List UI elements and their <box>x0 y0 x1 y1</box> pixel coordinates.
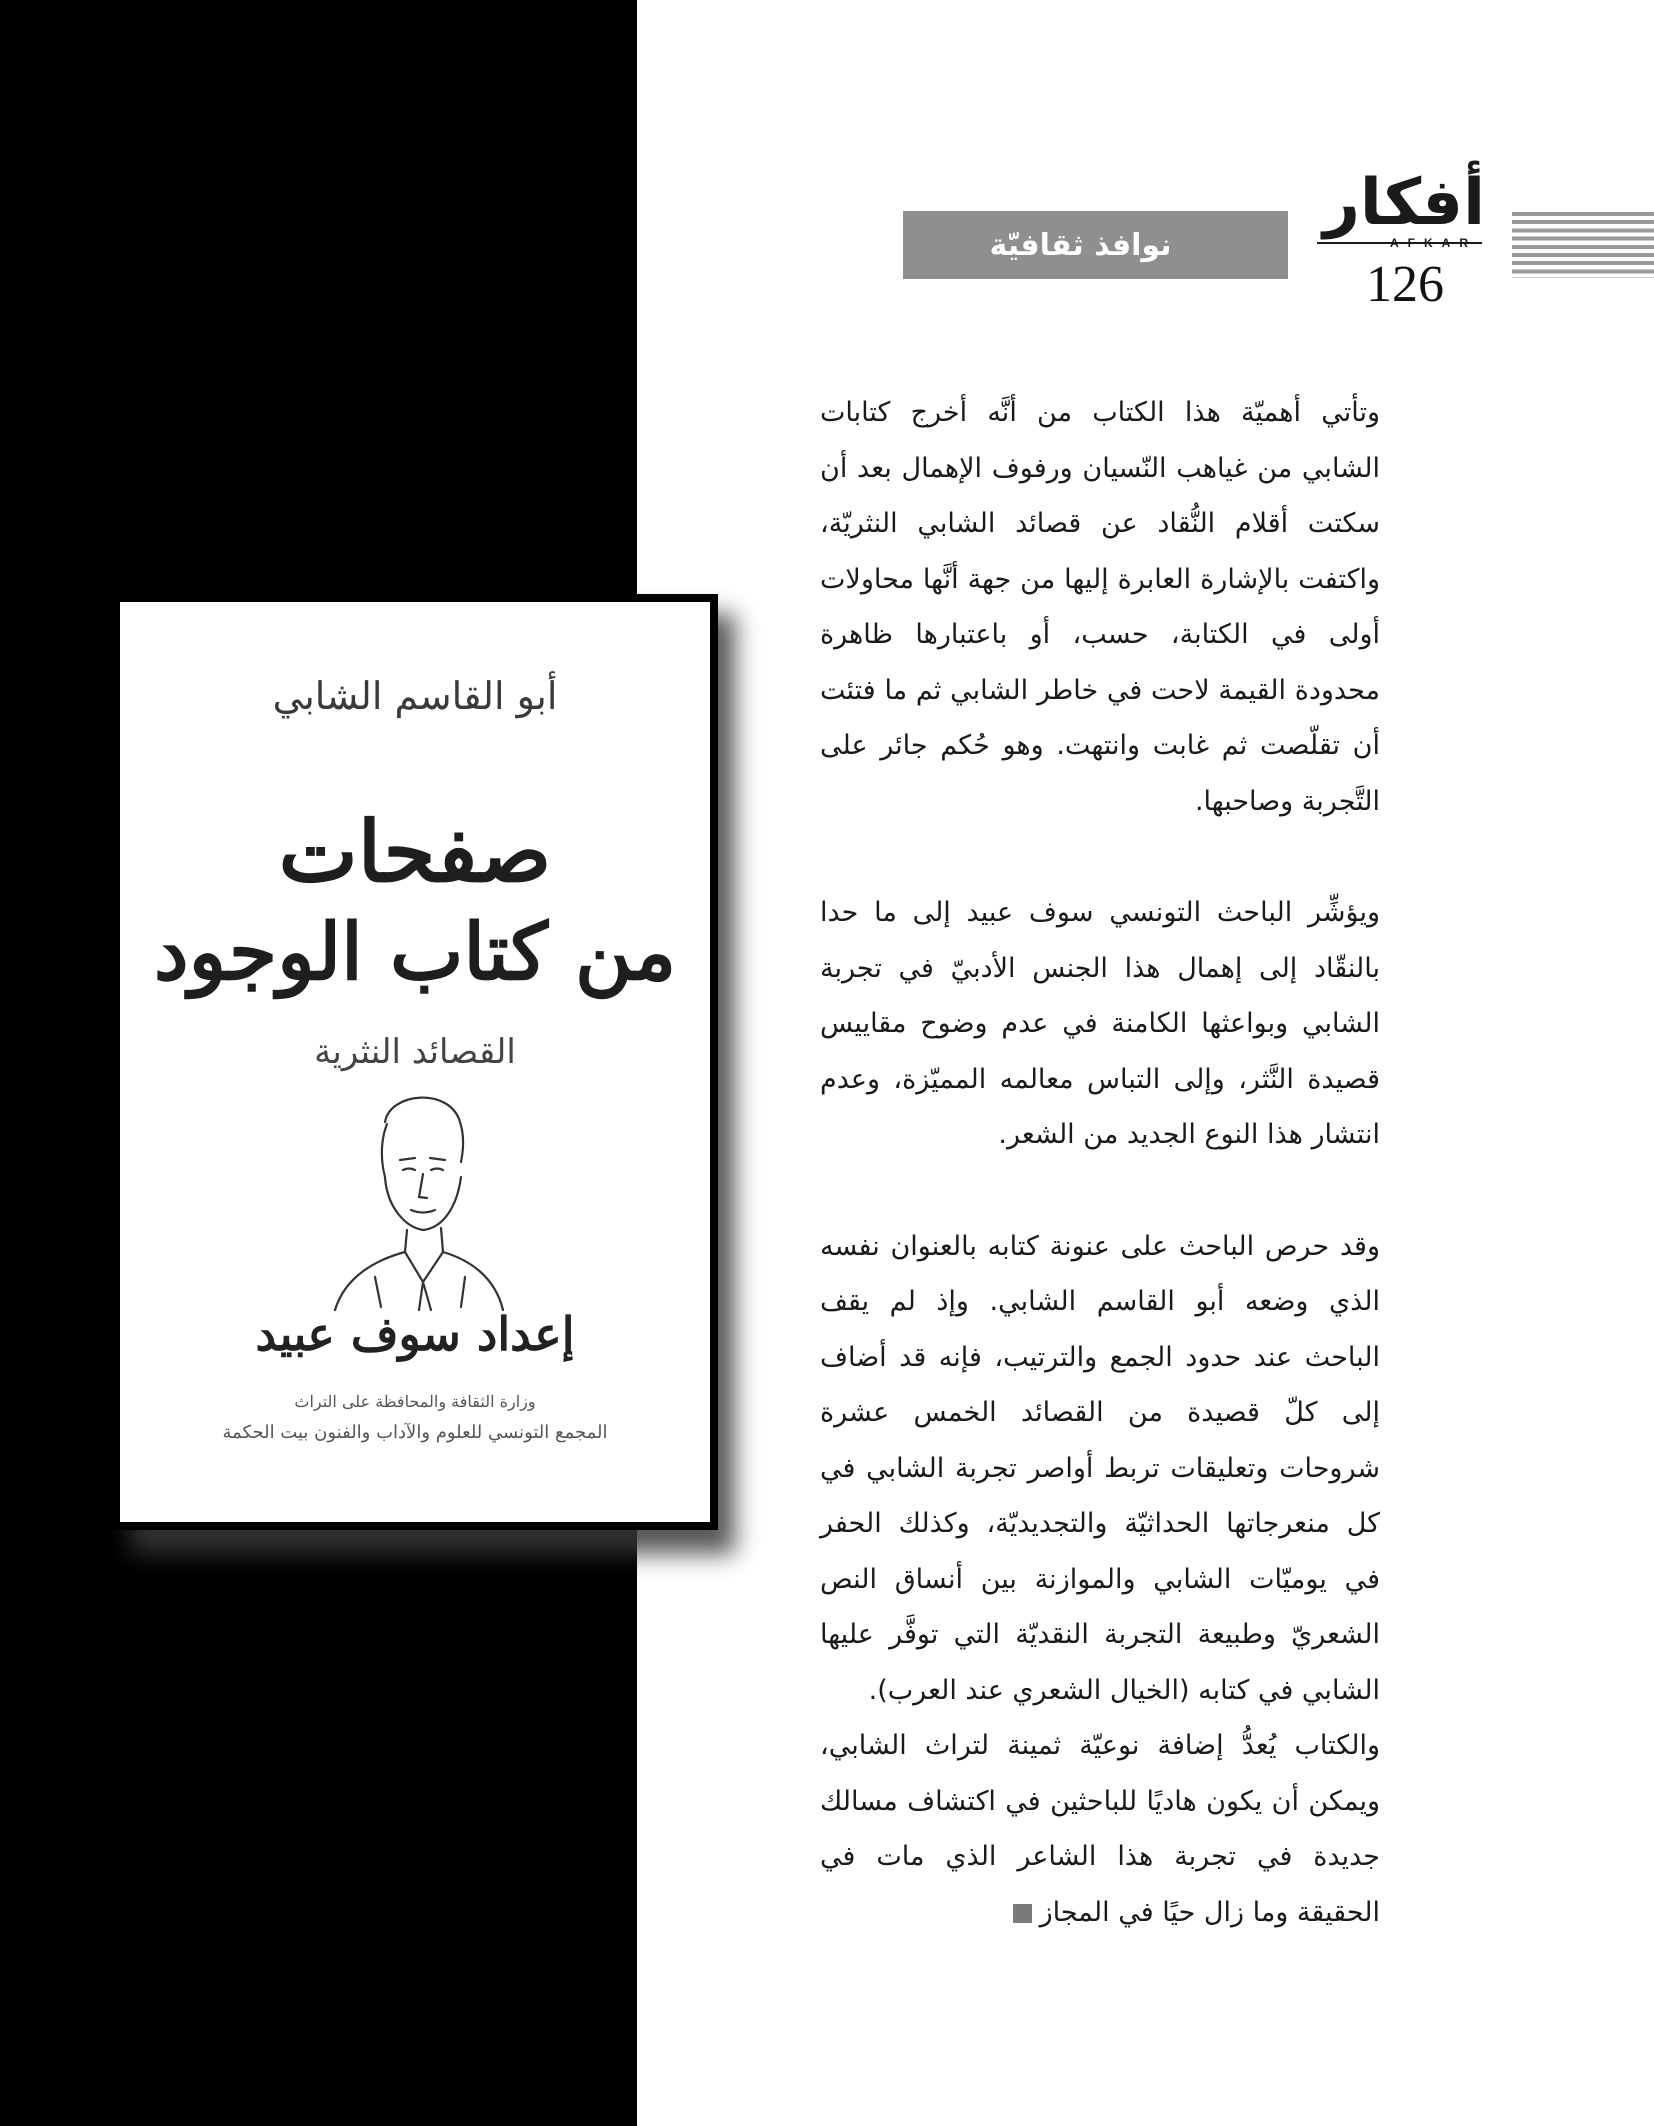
cover-publisher: المجمع التونسي للعلوم والآداب والفنون بيت الحكمة <box>222 1422 608 1443</box>
article-paragraph-text: والكتاب يُعدُّ إضافة نوعيّة ثمينة لتراث الشابي، ويمكن أن يكون هاديًا للباحثين في اكتشاف مسالك جديدة في تجربة هذا الشاعر الذي مات في الحقيقة وما زال حيًا في المجاز <box>820 1730 1380 1928</box>
page-number: 126 <box>1366 256 1444 313</box>
article-paragraph: وقد حرص الباحث على عنونة كتابه بالعنوان نفسه الذي وضعه أبو القاسم الشابي. وإذ لم يقف الباحث عند حدود الجمع والترتيب، فإنه قد أضاف إلى كلّ قصيدة من القصائد الخمس عشرة شروحات وتعليقات تربط أواصر تجربة الشابي في كل منعرجاتها الحداثيّة والتجديديّة، وكذلك الحفر في يوميّات الشابي والموازنة بين أنساق النص الشعريّ وطبيعة التجربة النقديّة التي توفَّر عليها الشابي في كتابه (الخيال الشعري عند العرب). <box>820 1230 1380 1706</box>
article-paragraph: ويؤشِّر الباحث التونسي سوف عبيد إلى ما حدا بالنقّاد إلى إهمال هذا الجنس الأدبيّ في تجربة الشابي وبواعثها الكامنة في عدم وضوح مقاييس قصيدة النَّثر، وإلى التباس معالمه المميّزة، وعدم انتشار هذا النوع الجديد من الشعر. <box>820 897 1380 1150</box>
section-header-bar <box>903 211 1288 279</box>
article-paragraph: وتأتي أهميّة هذا الكتاب من أنَّه أخرج كتابات الشابي من غياهب النّسيان ورفوف الإهمال بعد أن سكتت أقلام النُّقاد عن قصائد الشابي النثريّة، واكتفت بالإشارة العابرة إليها من جهة أنَّها محاولات أولى في الكتابة، حسب، أو باعتبارها ظاهرة محدودة القيمة لاحت في خاطر الشابي ثم ما فتئت أن تقلّصت ثم غابت وانتهت. وهو حُكم جائر على التَّجربة وصاحبها. <box>820 397 1380 817</box>
magazine-logo <box>1315 168 1485 253</box>
book-cover-page <box>120 602 710 1522</box>
article-paragraph-last <box>820 1718 1380 1940</box>
decorative-stripes <box>1512 212 1654 278</box>
logo-latin-text: AFKAR <box>1390 236 1477 250</box>
cover-title-line1: صفحات <box>278 802 552 901</box>
cover-editor: إعداد سوف عبيد <box>255 1307 575 1361</box>
logo-arabic-text: أفكار <box>1323 166 1485 240</box>
end-mark-icon <box>1013 1904 1032 1923</box>
section-title: نوافذ ثقافيّة <box>989 227 1172 263</box>
portrait-sketch-icon <box>315 1082 515 1312</box>
book-cover-image <box>112 594 718 1530</box>
cover-ministry: وزارة الثقافة والمحافظة على التراث <box>294 1392 536 1411</box>
article-body <box>820 385 1380 1940</box>
cover-subtitle: القصائد النثرية <box>314 1032 516 1072</box>
cover-title-line2: من كتاب الوجود <box>153 907 677 998</box>
cover-author: أبو القاسم الشابي <box>272 674 558 718</box>
